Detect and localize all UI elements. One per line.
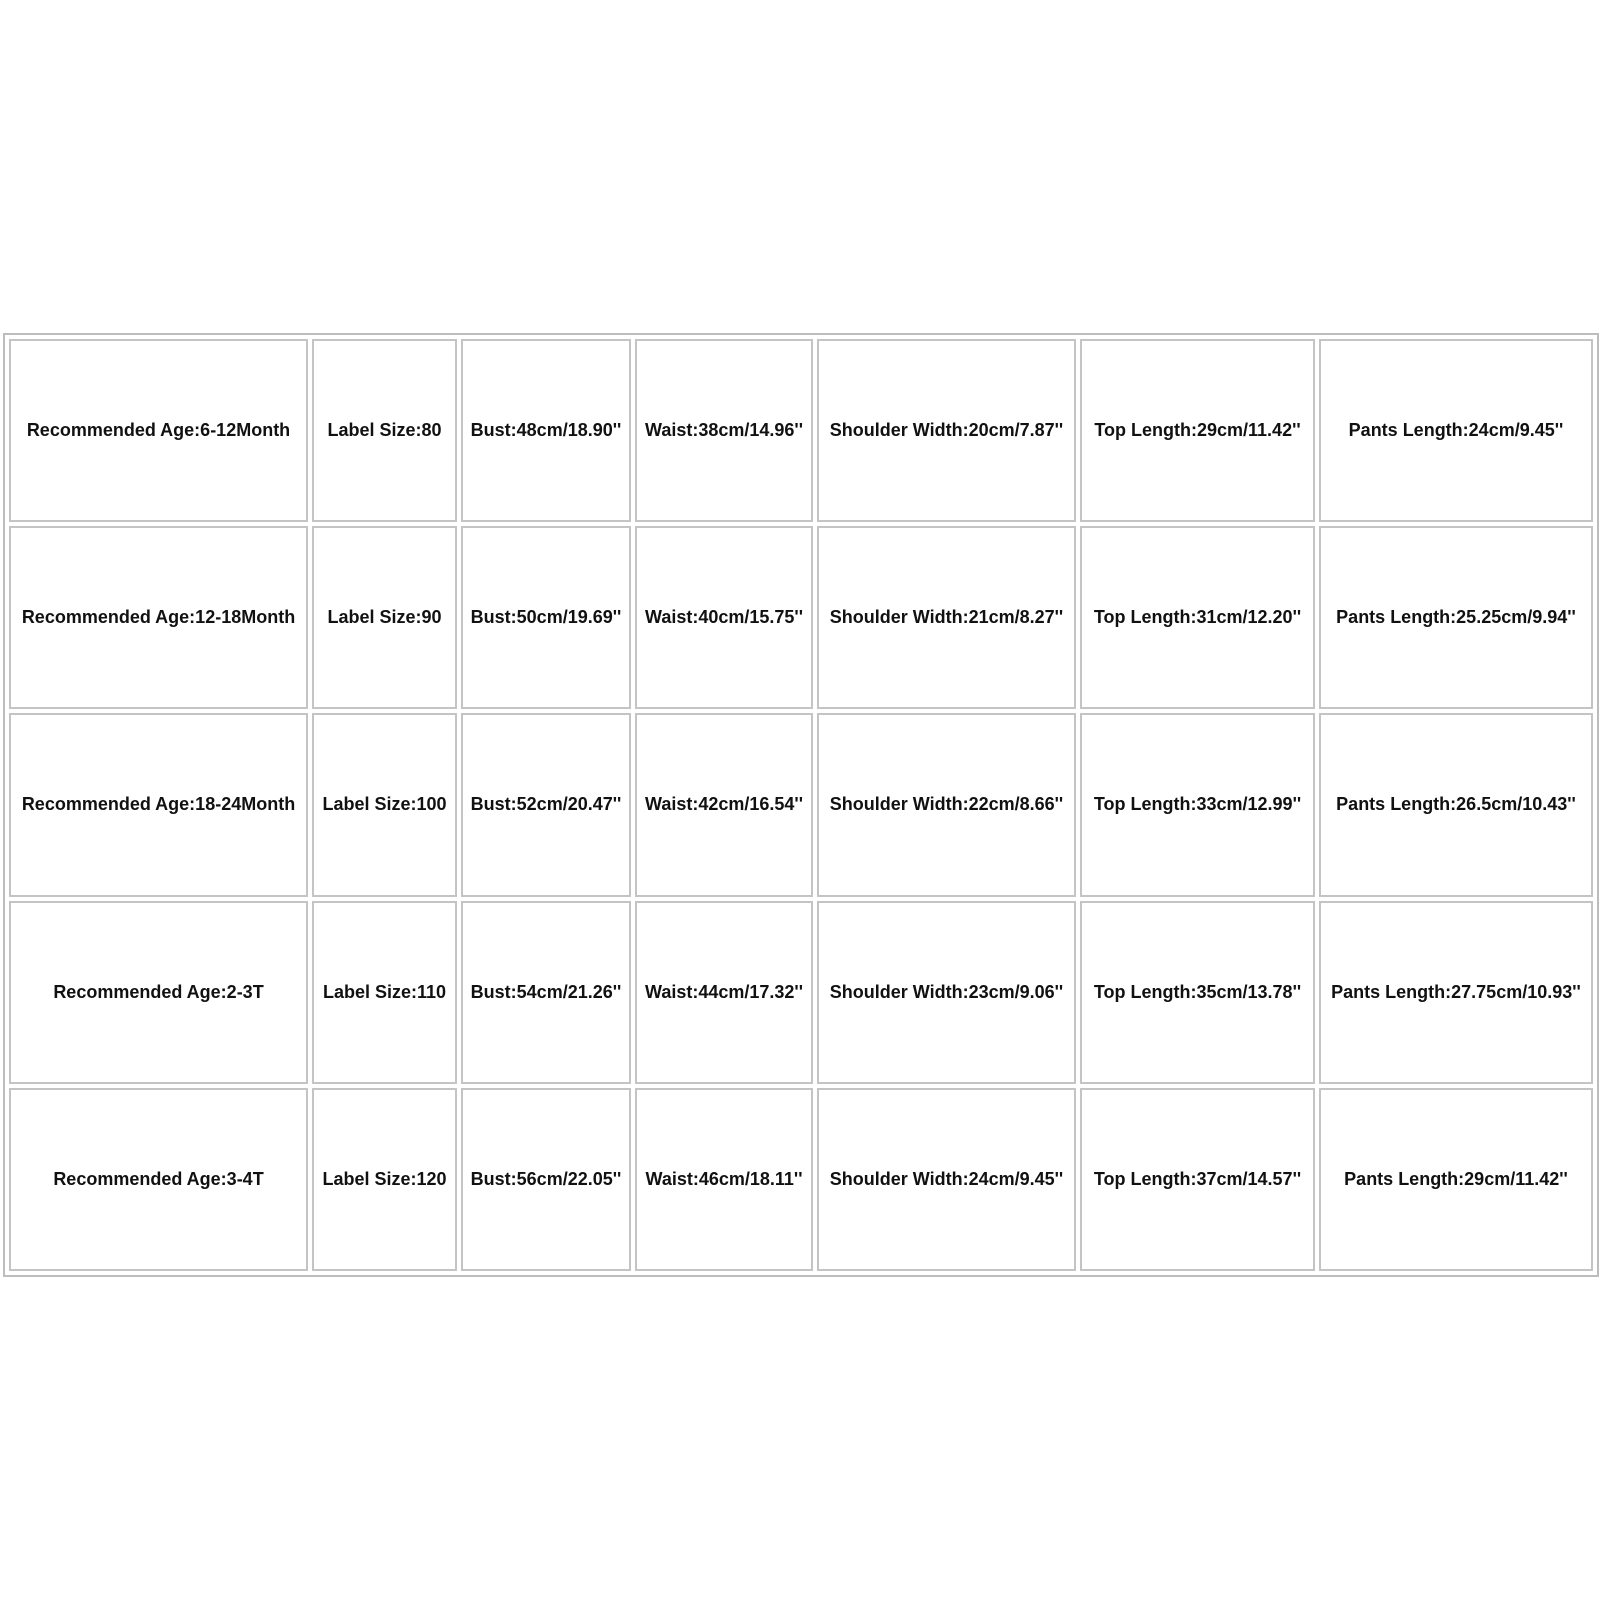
top-length-cell: Top Length:37cm/14.57'' <box>1080 1088 1315 1271</box>
recommended-age-cell: Recommended Age:2-3T <box>9 901 308 1084</box>
top-length-cell: Top Length:29cm/11.42'' <box>1080 339 1315 522</box>
recommended-age-cell: Recommended Age:18-24Month <box>9 713 308 896</box>
shoulder-width-cell: Shoulder Width:21cm/8.27'' <box>817 526 1076 709</box>
table-row <box>9 901 1593 1084</box>
label-size-cell: Label Size:110 <box>312 901 457 1084</box>
bust-cell: Bust:48cm/18.90'' <box>461 339 631 522</box>
recommended-age-cell: Recommended Age:12-18Month <box>9 526 308 709</box>
pants-length-cell: Pants Length:24cm/9.45'' <box>1319 339 1593 522</box>
waist-cell: Waist:44cm/17.32'' <box>635 901 813 1084</box>
bust-cell: Bust:54cm/21.26'' <box>461 901 631 1084</box>
shoulder-width-cell: Shoulder Width:22cm/8.66'' <box>817 713 1076 896</box>
pants-length-cell: Pants Length:27.75cm/10.93'' <box>1319 901 1593 1084</box>
bust-cell: Bust:50cm/19.69'' <box>461 526 631 709</box>
shoulder-width-cell: Shoulder Width:20cm/7.87'' <box>817 339 1076 522</box>
label-size-cell: Label Size:100 <box>312 713 457 896</box>
shoulder-width-cell: Shoulder Width:24cm/9.45'' <box>817 1088 1076 1271</box>
bust-cell: Bust:52cm/20.47'' <box>461 713 631 896</box>
waist-cell: Waist:46cm/18.11'' <box>635 1088 813 1271</box>
pants-length-cell: Pants Length:25.25cm/9.94'' <box>1319 526 1593 709</box>
waist-cell: Waist:38cm/14.96'' <box>635 339 813 522</box>
top-length-cell: Top Length:33cm/12.99'' <box>1080 713 1315 896</box>
waist-cell: Waist:42cm/16.54'' <box>635 713 813 896</box>
shoulder-width-cell: Shoulder Width:23cm/9.06'' <box>817 901 1076 1084</box>
pants-length-cell: Pants Length:29cm/11.42'' <box>1319 1088 1593 1271</box>
top-length-cell: Top Length:31cm/12.20'' <box>1080 526 1315 709</box>
size-chart-table <box>3 333 1599 1277</box>
recommended-age-cell: Recommended Age:6-12Month <box>9 339 308 522</box>
table-row <box>9 713 1593 896</box>
bust-cell: Bust:56cm/22.05'' <box>461 1088 631 1271</box>
pants-length-cell: Pants Length:26.5cm/10.43'' <box>1319 713 1593 896</box>
table-row <box>9 339 1593 522</box>
table-row <box>9 526 1593 709</box>
top-length-cell: Top Length:35cm/13.78'' <box>1080 901 1315 1084</box>
table-row <box>9 1088 1593 1271</box>
label-size-cell: Label Size:80 <box>312 339 457 522</box>
label-size-cell: Label Size:90 <box>312 526 457 709</box>
waist-cell: Waist:40cm/15.75'' <box>635 526 813 709</box>
label-size-cell: Label Size:120 <box>312 1088 457 1271</box>
recommended-age-cell: Recommended Age:3-4T <box>9 1088 308 1271</box>
